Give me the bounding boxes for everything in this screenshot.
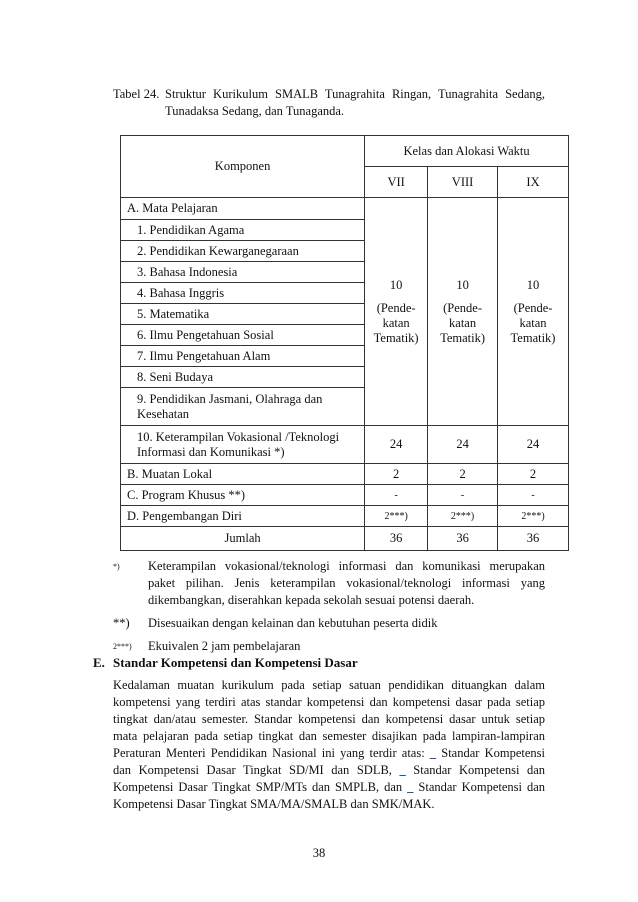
subject-2: 2. Pendidikan Kewarganegaraan	[121, 241, 365, 262]
row-c-ix: -	[498, 485, 569, 506]
subject-7: 7. Ilmu Pengetahuan Alam	[121, 346, 365, 367]
caption-label: Tabel 24.	[113, 87, 160, 101]
caption-text: Struktur Kurikulum SMALB Tunagrahita Ringan, Tunagrahita Sedang, Tunadaksa Sedang, dan Tunaganda.	[165, 87, 545, 118]
subject-1: 1. Pendidikan Agama	[121, 220, 365, 241]
row-b-vii: 2	[365, 464, 428, 485]
row-c-label: C. Program Khusus **)	[121, 485, 365, 506]
section-a-title: A. Mata Pelajaran	[121, 198, 365, 220]
footnotes	[113, 558, 545, 661]
footnote-2	[113, 615, 545, 632]
curriculum-table	[120, 135, 569, 551]
section-e	[93, 655, 545, 813]
total-viii: 36	[428, 527, 498, 551]
footnote-3	[113, 638, 545, 655]
list-separator-3: _	[407, 780, 414, 794]
footnote-1-mark: *)	[113, 562, 120, 571]
header-class-vii: VII	[365, 167, 428, 198]
footnote-3-mark: 2***)	[113, 642, 132, 651]
section-e-letter: E.	[93, 655, 105, 670]
row-d-ix: 2***)	[498, 506, 569, 527]
total-label: Jumlah	[121, 527, 365, 551]
subject-3: 3. Bahasa Indonesia	[121, 262, 365, 283]
section-e-paragraph	[113, 677, 545, 813]
para-part-3: Standar Kompetensi dan Kompetensi Dasar Tingkat SMP/MTs dan SMPLB, dan	[113, 763, 546, 794]
para-part-4: Standar Kompetensi dan Kompetensi Dasar Tingkat SMA/MA/SMALB dan SMK/MAK.	[113, 780, 546, 811]
list-separator-1: _	[429, 746, 437, 760]
merged-cell-vii	[365, 198, 428, 426]
row-b-label: B. Muatan Lokal	[121, 464, 365, 485]
header-komponen: Komponen	[121, 136, 365, 198]
merged-note-ix: (Pende-katan Tematik)	[510, 300, 556, 345]
merged-value-ix: 10	[526, 277, 540, 292]
list-separator-2: _	[399, 763, 406, 777]
header-class-ix: IX	[498, 167, 569, 198]
footnote-2-mark: **)	[113, 616, 130, 630]
para-part-2: Standar Kompetensi dan Kompetensi Dasar Tingkat SD/MI dan SDLB,	[113, 746, 545, 777]
merged-note-vii: (Pende-katan Tematik)	[373, 300, 419, 345]
subject-5: 5. Matematika	[121, 304, 365, 325]
footnote-2-text: Disesuaikan dengan kelainan dan kebutuhan peserta didik	[148, 616, 438, 630]
para-part-1: Kedalaman muatan kurikulum pada setiap satuan pendidikan dituangkan dalam kompetensi yang terdiri atas standar kompetensi dan kompetensi dasar pada setiap tingkat dan/atau semester. Standar kompetensi dan kompetensi dasar untuk setiap mata pelajaran pada setiap tingkat dan semester disajikan pada lampiran-lampiran Peraturan Menteri Pendidikan Nasional ini yang terdir atas:	[113, 678, 545, 760]
subject-4: 4. Bahasa Inggris	[121, 283, 365, 304]
merged-cell-ix	[498, 198, 569, 426]
merged-note-viii: (Pende-katan Tematik)	[440, 300, 486, 345]
section-e-title: Standar Kompetensi dan Kompetensi Dasar	[113, 655, 358, 670]
row10-viii: 24	[428, 426, 498, 464]
merged-value-vii: 10	[389, 277, 403, 292]
subject-10: 10. Keterampilan Vokasional /Teknologi Informasi dan Komunikasi *)	[121, 426, 365, 464]
footnote-1	[113, 558, 545, 609]
header-kelas-alokasi: Kelas dan Alokasi Waktu	[365, 136, 569, 167]
row10-vii: 24	[365, 426, 428, 464]
section-e-heading	[93, 655, 545, 671]
total-vii: 36	[365, 527, 428, 551]
total-ix: 36	[498, 527, 569, 551]
subject-6: 6. Ilmu Pengetahuan Sosial	[121, 325, 365, 346]
merged-value-viii: 10	[456, 277, 469, 292]
subject-8: 8. Seni Budaya	[121, 367, 365, 388]
row-b-viii: 2	[428, 464, 498, 485]
row-d-label: D. Pengembangan Diri	[121, 506, 365, 527]
page-number: 38	[312, 846, 326, 860]
footnote-1-text: Keterampilan vokasional/teknologi informasi dan komunikasi merupakan paket pilihan. Jenis keterampilan vokasional/teknologi informasi yang dikembangkan, diserahkan kepada sekolah sesuai potensi daerah.	[148, 559, 545, 607]
row-d-vii: 2***)	[365, 506, 428, 527]
row-c-vii: -	[365, 485, 428, 506]
row-d-viii: 2***)	[428, 506, 498, 527]
footnote-3-text: Ekuivalen 2 jam pembelajaran	[148, 639, 301, 653]
header-class-viii: VIII	[428, 167, 498, 198]
merged-cell-viii	[428, 198, 498, 426]
row-c-viii: -	[428, 485, 498, 506]
row10-ix: 24	[498, 426, 569, 464]
row-b-ix: 2	[498, 464, 569, 485]
subject-9: 9. Pendidikan Jasmani, Olahraga dan Kesehatan	[121, 388, 365, 426]
